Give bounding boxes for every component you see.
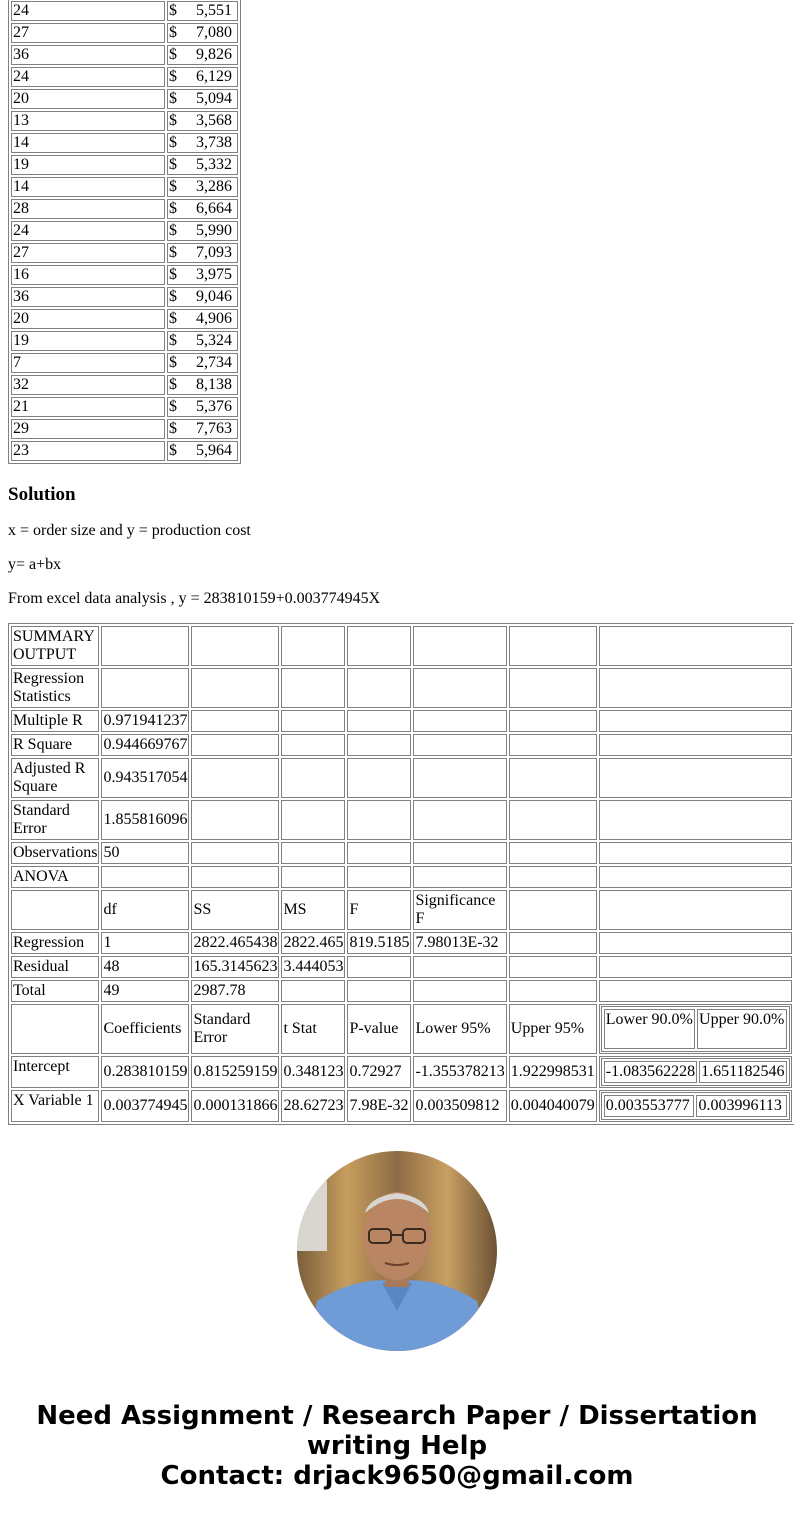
- coef-header-row: [11, 1004, 794, 1054]
- order-size-cell: 29: [11, 419, 165, 439]
- currency-symbol: $: [169, 442, 177, 459]
- table-row: [11, 177, 238, 197]
- currency-symbol: $: [169, 134, 177, 151]
- summary-output-table: [8, 623, 794, 1125]
- cost-value: [169, 398, 236, 416]
- anova-row: [11, 956, 794, 978]
- coef-header-lower95: Lower 95%: [413, 1004, 506, 1054]
- empty-cell: [599, 842, 792, 864]
- coef-u90-cell: 0.003996113: [696, 1095, 786, 1117]
- empty-cell: [191, 842, 279, 864]
- empty-cell: [599, 800, 792, 840]
- production-cost-cell: [167, 441, 238, 461]
- anova-header-row: [11, 890, 794, 930]
- production-cost-cell: [167, 221, 238, 241]
- empty-cell: [599, 734, 792, 756]
- cost-amount: 6,129: [196, 68, 232, 85]
- currency-symbol: $: [169, 200, 177, 217]
- currency-symbol: $: [169, 112, 177, 129]
- anova-header-ss: SS: [191, 890, 279, 930]
- anova-row-label: Residual: [11, 956, 99, 978]
- anova-df-cell: 1: [101, 932, 189, 954]
- coef-header-coefficients: Coefficients: [101, 1004, 189, 1054]
- empty-cell: [413, 734, 506, 756]
- production-cost-cell: [167, 67, 238, 87]
- anova-header-ms: MS: [281, 890, 345, 930]
- currency-symbol: $: [169, 68, 177, 85]
- cost-value: [169, 266, 236, 284]
- order-size-cell: 19: [11, 331, 165, 351]
- production-cost-cell: [167, 199, 238, 219]
- author-avatar: [297, 1151, 497, 1351]
- cost-amount: 7,093: [196, 244, 232, 261]
- anova-row-label: Total: [11, 980, 99, 1002]
- coef-p-cell: 7.98E-32: [347, 1090, 411, 1122]
- order-size-cell: 14: [11, 133, 165, 153]
- cost-amount: 4,906: [196, 310, 232, 327]
- production-cost-cell: [167, 133, 238, 153]
- table-row: [11, 221, 238, 241]
- table-row: [11, 309, 238, 329]
- order-cost-table: [8, 0, 241, 464]
- anova-ms-cell: 2822.465: [281, 932, 345, 954]
- production-cost-cell: [167, 331, 238, 351]
- coef-p-cell: 0.72927: [347, 1056, 411, 1088]
- stat-label: Multiple R: [11, 710, 99, 732]
- stat-value: 0.971941237: [101, 710, 189, 732]
- coef-90-group: [599, 1056, 792, 1088]
- coefficient-row: [11, 1056, 794, 1088]
- coef-se-cell: 0.000131866: [191, 1090, 279, 1122]
- table-row: [11, 89, 238, 109]
- production-cost-cell: [167, 353, 238, 373]
- empty-cell: [509, 980, 597, 1002]
- currency-symbol: $: [169, 398, 177, 415]
- table-row: [11, 441, 238, 461]
- stat-label: Standard Error: [11, 800, 99, 840]
- coef-l95-cell: -1.355378213: [413, 1056, 506, 1088]
- coef-l95-cell: 0.003509812: [413, 1090, 506, 1122]
- production-cost-cell: [167, 89, 238, 109]
- table-row: [11, 199, 238, 219]
- anova-label-row: [11, 866, 794, 888]
- promo-footer: [0, 1401, 794, 1491]
- promo-line-2: writing Help: [306, 1431, 488, 1461]
- cost-value: [169, 310, 236, 328]
- anova-ss-cell: 2822.465438: [191, 932, 279, 954]
- cost-value: [169, 244, 236, 262]
- anova-row-label: Regression: [11, 932, 99, 954]
- coef-header-p-value: P-value: [347, 1004, 411, 1054]
- currency-symbol: $: [169, 90, 177, 107]
- cost-value: [169, 156, 236, 174]
- cost-amount: 2,734: [196, 354, 232, 371]
- coef-header-90-group: [599, 1004, 792, 1054]
- empty-cell: [347, 734, 411, 756]
- cost-value: [169, 134, 236, 152]
- empty-cell: [347, 800, 411, 840]
- cost-value: [169, 354, 236, 372]
- table-row: [11, 155, 238, 175]
- cost-value: [169, 178, 236, 196]
- stat-label: Observations: [11, 842, 99, 864]
- cost-amount: 7,080: [196, 24, 232, 41]
- cost-value: [169, 46, 236, 64]
- empty-cell: [509, 800, 597, 840]
- production-cost-cell: [167, 155, 238, 175]
- empty-cell: [191, 758, 279, 798]
- empty-cell: [509, 734, 597, 756]
- anova-f-cell: 819.5185: [347, 932, 411, 954]
- stat-value: 50: [101, 842, 189, 864]
- stat-label: R Square: [11, 734, 99, 756]
- table-row: [11, 111, 238, 131]
- model-equation: y= a+bx: [8, 556, 62, 573]
- empty-cell: [281, 800, 345, 840]
- stat-row: [11, 800, 794, 840]
- production-cost-cell: [167, 265, 238, 285]
- coef-u90-cell: 1.651182546: [699, 1061, 786, 1083]
- order-size-cell: 20: [11, 309, 165, 329]
- empty-cell: [509, 932, 597, 954]
- coef-t-cell: 28.62723: [281, 1090, 345, 1122]
- empty-cell: [281, 842, 345, 864]
- empty-cell: [413, 710, 506, 732]
- empty-cell: [281, 734, 345, 756]
- order-size-cell: 24: [11, 67, 165, 87]
- currency-symbol: $: [169, 222, 177, 239]
- empty-cell: [347, 758, 411, 798]
- production-cost-cell: [167, 177, 238, 197]
- coef-header-lower90: Lower 90.0%: [604, 1009, 695, 1049]
- order-size-cell: 16: [11, 265, 165, 285]
- coef-header-upper95: Upper 95%: [509, 1004, 597, 1054]
- coef-90-row: [604, 1061, 787, 1083]
- table-row: [11, 1, 238, 21]
- table-row: [11, 265, 238, 285]
- order-size-cell: 27: [11, 23, 165, 43]
- coef-header-t-stat: t Stat: [281, 1004, 345, 1054]
- anova-header-significance: Significance F: [413, 890, 506, 930]
- production-cost-cell: [167, 45, 238, 65]
- solution-heading: Solution: [8, 484, 76, 505]
- order-size-cell: 36: [11, 287, 165, 307]
- order-size-cell: 36: [11, 45, 165, 65]
- currency-symbol: $: [169, 266, 177, 283]
- anova-df-cell: 48: [101, 956, 189, 978]
- coef-header-upper90: Upper 90.0%: [697, 1009, 786, 1049]
- coef-row-label: Intercept: [11, 1056, 99, 1088]
- cost-value: [169, 288, 236, 306]
- order-size-cell: 24: [11, 1, 165, 21]
- anova-f-cell: [347, 956, 411, 978]
- production-cost-cell: [167, 397, 238, 417]
- empty-cell: [509, 758, 597, 798]
- anova-ms-cell: 3.444053: [281, 956, 345, 978]
- anova-row: [11, 980, 794, 1002]
- cost-value: [169, 222, 236, 240]
- cost-value: [169, 68, 236, 86]
- promo-contact: Contact: drjack9650@gmail.com: [160, 1461, 634, 1491]
- currency-symbol: $: [169, 244, 177, 261]
- empty-cell: [413, 800, 506, 840]
- anova-ms-cell: [281, 980, 345, 1002]
- currency-symbol: $: [169, 310, 177, 327]
- stat-label: Adjusted R Square: [11, 758, 99, 798]
- stat-row: [11, 710, 794, 732]
- empty-cell: [509, 710, 597, 732]
- anova-ss-cell: 165.3145623: [191, 956, 279, 978]
- author-portrait-image: [297, 1151, 497, 1351]
- coef-l90-cell: 0.003553777: [604, 1095, 695, 1117]
- cost-amount: 3,975: [196, 266, 232, 283]
- empty-cell: [599, 980, 792, 1002]
- cost-amount: 8,138: [196, 376, 232, 393]
- coef-se-cell: 0.815259159: [191, 1056, 279, 1088]
- empty-cell: [191, 734, 279, 756]
- production-cost-cell: [167, 23, 238, 43]
- variable-definition: x = order size and y = production cost: [8, 522, 251, 539]
- currency-symbol: $: [169, 46, 177, 63]
- currency-symbol: $: [169, 420, 177, 437]
- coef-90-group: [599, 1090, 792, 1122]
- cost-value: [169, 112, 236, 130]
- anova-header-f: F: [347, 890, 411, 930]
- cost-value: [169, 90, 236, 108]
- currency-symbol: $: [169, 156, 177, 173]
- empty-cell: [599, 956, 792, 978]
- currency-symbol: $: [169, 2, 177, 19]
- production-cost-cell: [167, 375, 238, 395]
- empty-cell: [191, 710, 279, 732]
- empty-cell: [347, 842, 411, 864]
- table-row: [11, 287, 238, 307]
- empty-cell: [281, 758, 345, 798]
- coef-l90-cell: -1.083562228: [604, 1061, 697, 1083]
- currency-symbol: $: [169, 376, 177, 393]
- cost-value: [169, 376, 236, 394]
- coef-90-row: [604, 1095, 787, 1117]
- production-cost-cell: [167, 111, 238, 131]
- coef-coef-cell: 0.283810159: [101, 1056, 189, 1088]
- anova-label: ANOVA: [11, 866, 99, 888]
- production-cost-cell: [167, 287, 238, 307]
- table-row: [11, 397, 238, 417]
- cost-amount: 5,094: [196, 90, 232, 107]
- order-size-cell: 13: [11, 111, 165, 131]
- empty-cell: [191, 800, 279, 840]
- regression-statistics-row: [11, 668, 794, 708]
- summary-title-row: [11, 626, 794, 666]
- table-row: [11, 353, 238, 373]
- anova-f-cell: [347, 980, 411, 1002]
- anova-header-df: df: [101, 890, 189, 930]
- empty-cell: [599, 932, 792, 954]
- empty-cell: [413, 758, 506, 798]
- anova-ss-cell: 2987.78: [191, 980, 279, 1002]
- anova-sig-cell: 7.98013E-32: [413, 932, 506, 954]
- production-cost-cell: [167, 309, 238, 329]
- coef-coef-cell: 0.003774945: [101, 1090, 189, 1122]
- cost-amount: 3,738: [196, 134, 232, 151]
- stat-row: [11, 758, 794, 798]
- anova-row: [11, 932, 794, 954]
- table-row: [11, 331, 238, 351]
- empty-cell: [413, 842, 506, 864]
- coef-90-inner: [601, 1058, 790, 1086]
- coef-header-standard-error: Standard Error: [191, 1004, 279, 1054]
- order-size-cell: 21: [11, 397, 165, 417]
- anova-sig-cell: [413, 980, 506, 1002]
- summary-title: SUMMARY OUTPUT: [11, 626, 99, 666]
- empty-cell: [509, 956, 597, 978]
- currency-symbol: $: [169, 332, 177, 349]
- coef-t-cell: 0.348123: [281, 1056, 345, 1088]
- cost-amount: 6,664: [196, 200, 232, 217]
- currency-symbol: $: [169, 178, 177, 195]
- cost-amount: 5,990: [196, 222, 232, 239]
- order-size-cell: 27: [11, 243, 165, 263]
- production-cost-cell: [167, 419, 238, 439]
- excel-result: From excel data analysis , y = 283810159+0.003774945X: [8, 590, 381, 607]
- stat-value: 0.943517054: [101, 758, 189, 798]
- cost-value: [169, 200, 236, 218]
- regression-statistics-label: Regression Statistics: [11, 668, 99, 708]
- table-row: [11, 419, 238, 439]
- stat-row: [11, 734, 794, 756]
- cost-amount: 5,551: [196, 2, 232, 19]
- stat-row: [11, 842, 794, 864]
- coef-u95-cell: 1.922998531: [509, 1056, 597, 1088]
- coef-90-inner: [601, 1092, 790, 1120]
- currency-symbol: $: [169, 288, 177, 305]
- anova-sig-cell: [413, 956, 506, 978]
- empty-cell: [281, 710, 345, 732]
- stat-value: 1.855816096: [101, 800, 189, 840]
- cost-amount: 3,286: [196, 178, 232, 195]
- cost-value: [169, 24, 236, 42]
- cost-value: [169, 420, 236, 438]
- currency-symbol: $: [169, 24, 177, 41]
- cost-amount: 3,568: [196, 112, 232, 129]
- order-size-cell: 24: [11, 221, 165, 241]
- order-size-cell: 20: [11, 89, 165, 109]
- cost-value: [169, 442, 236, 460]
- table-row: [11, 133, 238, 153]
- coefficient-row: [11, 1090, 794, 1122]
- coef-header-90-inner: [601, 1006, 790, 1052]
- order-size-cell: 23: [11, 441, 165, 461]
- table-row: [11, 67, 238, 87]
- cost-amount: 5,964: [196, 442, 232, 459]
- coef-row-label: X Variable 1: [11, 1090, 99, 1122]
- empty-cell: [599, 710, 792, 732]
- table-row: [11, 375, 238, 395]
- order-size-cell: 14: [11, 177, 165, 197]
- order-size-cell: 32: [11, 375, 165, 395]
- empty-cell: [347, 710, 411, 732]
- coef-u95-cell: 0.004040079: [509, 1090, 597, 1122]
- empty-cell: [509, 842, 597, 864]
- table-row: [11, 23, 238, 43]
- cost-amount: 9,826: [196, 46, 232, 63]
- promo-line-1: Need Assignment / Research Paper / Dissertation: [36, 1401, 758, 1431]
- currency-symbol: $: [169, 354, 177, 371]
- cost-amount: 5,332: [196, 156, 232, 173]
- production-cost-cell: [167, 1, 238, 21]
- cost-value: [169, 332, 236, 350]
- stat-value: 0.944669767: [101, 734, 189, 756]
- cost-value: [169, 2, 236, 20]
- empty-cell: [599, 758, 792, 798]
- cost-amount: 7,763: [196, 420, 232, 437]
- table-row: [11, 243, 238, 263]
- cost-amount: 5,324: [196, 332, 232, 349]
- cost-amount: 9,046: [196, 288, 232, 305]
- table-row: [11, 45, 238, 65]
- anova-df-cell: 49: [101, 980, 189, 1002]
- order-size-cell: 28: [11, 199, 165, 219]
- cost-amount: 5,376: [196, 398, 232, 415]
- order-size-cell: 19: [11, 155, 165, 175]
- production-cost-cell: [167, 243, 238, 263]
- order-size-cell: 7: [11, 353, 165, 373]
